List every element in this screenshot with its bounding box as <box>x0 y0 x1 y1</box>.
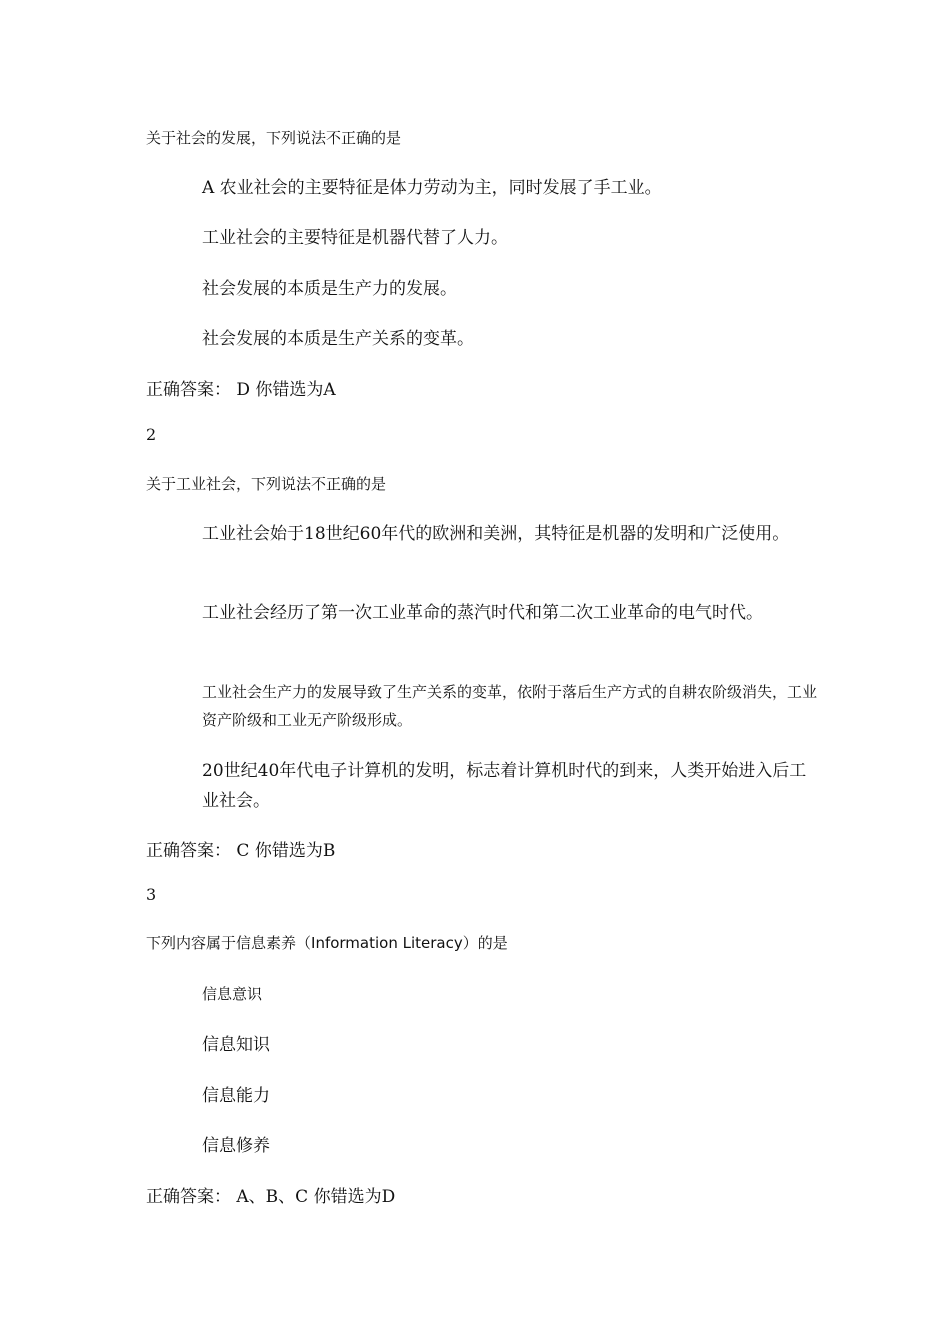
question-1-option-d: 社会发展的本质是生产关系的变革。 <box>202 329 474 349</box>
question-2-option-a: 工业社会始于18世纪60年代的欧洲和美洲，其特征是机器的发明和广泛使用。 <box>202 524 790 544</box>
question-1-option-c: 社会发展的本质是生产力的发展。 <box>202 279 457 299</box>
question-2-option-c: 工业社会生产力的发展导致了生产关系的变革，依附于落后生产方式的自耕农阶级消失，工业资产阶级和工业无产阶级形成。 <box>202 683 818 729</box>
question-1-answer: 正确答案： D 你错选为A <box>146 380 336 400</box>
question-3-option-c: 信息能力 <box>202 1086 270 1106</box>
question-2-answer: 正确答案： C 你错选为B <box>146 841 336 861</box>
question-3-text-prefix: 下列内容属于信息素养（ <box>146 934 312 952</box>
question-3-text <box>146 936 508 951</box>
question-3-option-d: 信息修养 <box>202 1136 270 1156</box>
question-1-option-a: A 农业社会的主要特征是体力劳动为主，同时发展了手工业。 <box>202 178 662 198</box>
question-2-text: 关于工业社会，下列说法不正确的是 <box>146 475 387 493</box>
question-2-number: 2 <box>146 425 157 444</box>
question-3-text-suffix: ）的是 <box>462 934 508 952</box>
question-3-answer: 正确答案： A、B、C 你错选为D <box>146 1187 396 1207</box>
question-3-option-b: 信息知识 <box>202 1035 270 1055</box>
question-2-option-d: 20世纪40年代电子计算机的发明，标志着计算机时代的到来，人类开始进入后工业社会。 <box>202 761 807 811</box>
question-3-number: 3 <box>146 885 157 904</box>
question-1-option-b: 工业社会的主要特征是机器代替了人力。 <box>202 228 508 248</box>
question-1-text: 关于社会的发展，下列说法不正确的是 <box>146 129 402 147</box>
question-3-option-a: 信息意识 <box>202 985 263 1003</box>
question-3-text-term: Information Literacy <box>311 934 463 952</box>
question-2-option-b: 工业社会经历了第一次工业革命的蒸汽时代和第二次工业革命的电气时代。 <box>202 603 763 623</box>
